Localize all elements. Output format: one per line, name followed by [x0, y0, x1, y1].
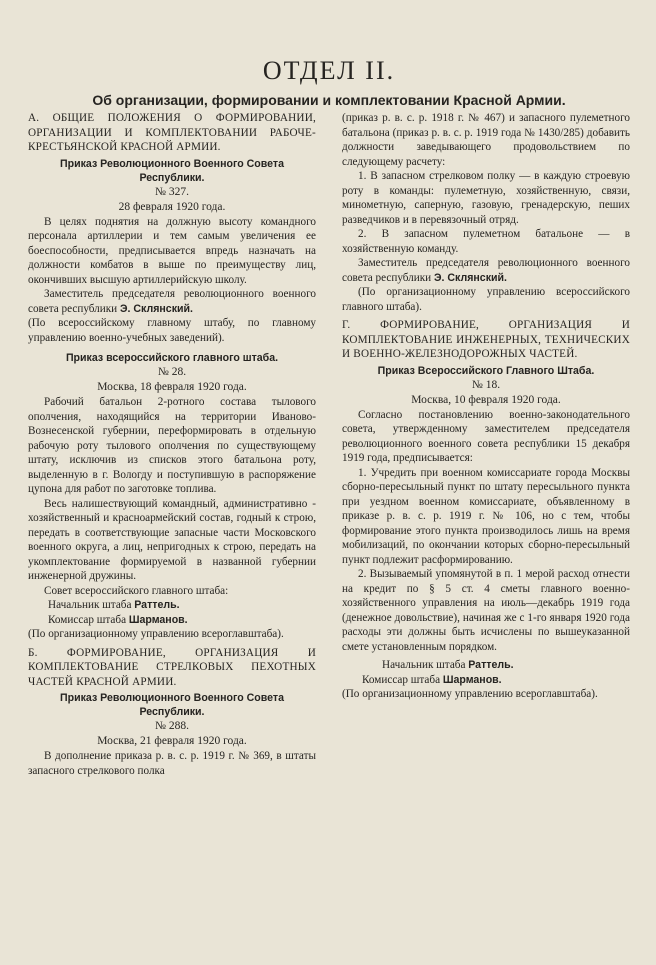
order-3-note: (По организационному управлению всероссийского главного штаба). — [342, 286, 630, 313]
order-1-signature — [28, 287, 316, 316]
chief-title: Начальник штаба — [48, 599, 132, 611]
two-column-body — [28, 111, 630, 778]
order-2-date: Москва, 18 февраля 1920 года. — [97, 381, 247, 393]
order-4-paragraph-1: Согласно постановлению военно-законодательного совета, утвержденному заместителем председателя революционного военного совета республики 15 декабря 1919 года, предписывается: — [342, 408, 630, 464]
order-2-title: Приказ всероссийского главного штаба. — [65, 352, 279, 364]
main-heading: Об организации, формировании и комплектовании Красной Армии. — [92, 92, 566, 108]
order-3-paragraph-1: В дополнение приказа р. в. с. р. 1919 г. № 369, в штаты запасного стрелкового полка — [28, 750, 316, 777]
commissar-title: Комиссар штаба — [362, 673, 441, 686]
chief-name: Раттель. — [468, 659, 514, 671]
order-4-item-2: 2. Вызываемый упомянутой в п. 1 мерой расход отнести на кредит по § 5 ст. 4 сметы главного военно-хозяйственного управления на июль—декабрь 1919 года (денежное довольствие), начиная же с 1-го января 1920 года расходы эти должны быть исчислены по вышеуказанной смете установленным порядком. — [342, 568, 630, 653]
order-2-council: Совет всероссийского главного штаба: — [44, 584, 229, 597]
order-2-commissar-signature — [28, 613, 316, 628]
order-4-commissar-signature — [342, 673, 630, 688]
order-1-paragraph-1: В целях поднятия на должную высоту командного персонала артиллерии и тем самым увеличения ее боеспособности, предписывается впредь назначать на должности комбатов в выше по преимуществу лиц, окончивших высшую артиллерийскую школу. — [28, 215, 316, 286]
order-1-signature-text: Заместитель председателя революционного военного совета республики — [28, 288, 316, 315]
order-3-title: Приказ Революционного Военного Совета Республики. — [60, 692, 284, 718]
order-3-continuation: (приказ р. в. с. р. 1918 г. № 467) и запасного пулеметного батальона (приказ р. в. с. р. 1919 года № 1430/285) добавить должности заведывающего продовольствием по следующему расчету: — [342, 112, 630, 168]
section-g-heading: Г. ФОРМИРОВАНИЕ, ОРГАНИЗАЦИЯ И КОМПЛЕКТОВАНИЕ ИНЖЕНЕРНЫХ, ТЕХНИЧЕСКИХ И ВОЕННО-ЖЕЛЕЗНОДОРОЖНЫХ ЧАСТЕЙ. — [342, 319, 630, 360]
order-3-item-1: 1. В запасном стрелковом полку — в каждую строевую роту в команды: пулеметную, хозяйственную, связи, минометную, саперную, газовую, гренадерскую, пеших разведчиков и в перевязочный отряд. — [342, 170, 630, 226]
order-3-signature — [342, 256, 630, 285]
chief-title: Начальник штаба — [382, 659, 466, 671]
order-1-title: Приказ Революционного Военного Совета Республики. — [60, 157, 284, 184]
order-3-signature-text: Заместитель председателя революционного военного совета республики — [342, 257, 630, 284]
order-1-note: (По всероссийскому главному штабу, по главному управлению военно-учебных заведений). — [28, 317, 316, 344]
order-3-item-2: 2. В запасном пулеметном батальоне — в хозяйственную команду. — [342, 228, 630, 255]
order-1-date: 28 февраля 1920 года. — [118, 200, 226, 213]
chief-name: Раттель. — [134, 599, 180, 611]
order-4-date: Москва, 10 февраля 1920 года. — [411, 393, 561, 406]
order-2-number: № 28. — [157, 366, 187, 378]
section-a-heading: А. ОБЩИЕ ПОЛОЖЕНИЯ О ФОРМИРОВАНИИ, ОРГАНИЗАЦИИ И КОМПЛЕКТОВАНИИ РАБОЧЕ-КРЕСТЬЯНСКОЙ КРАСНОЙ АРМИИ. — [28, 112, 316, 153]
department-title: ОТДЕЛ II. — [262, 56, 396, 85]
order-2-paragraph-1: Рабочий батальон 2-ротного состава тылового ополчения, находящийся на территории Иваново-Вознесенской губернии, переформировать в отдельную рабочую роту тылового ополчения по существующему штату, исключив из списков этого батальона роту, выделенную в г. Вологду и поступившую в распоряжение цупона для работ по заготовке топлива. — [28, 396, 316, 495]
right-column — [342, 111, 630, 778]
order-2-note: (По организационному управлению всероглавштаба). — [28, 628, 284, 640]
order-2-chief-signature — [28, 598, 316, 613]
left-column — [28, 111, 316, 778]
order-4-item-1: 1. Учредить при военном комиссариате города Москвы сборно-пересыльный пункт по штату пересыльного пункта при уездном военном комиссариате, объявленному в приказе р. в. с. р. 1919 г. № 106, но с тем, чтобы формирование этого пункта производилось лишь на время мобилизаций, по окончании которых сборно-пересыльный пункт подлежит расформированию. — [342, 466, 630, 566]
commissar-name: Шарманов. — [442, 673, 502, 686]
order-1-number: № 327. — [155, 185, 189, 198]
order-4-chief-signature — [342, 658, 630, 673]
order-3-signer: Э. Склянский. — [433, 271, 507, 284]
order-2-paragraph-2: Весь налишествующий командный, административно - хозяйственный и красноармейский состав, годный к строю, передать в соответствующие запасные части Московского военного округа, а лиц, непригодных к строю, передать на укомплектование формируемой в названной губернии инженерной дружины. — [28, 497, 316, 582]
commissar-name: Шарманов. — [128, 613, 188, 626]
order-3-number: № 288. — [155, 720, 189, 732]
section-b-heading: Б. ФОРМИРОВАНИЕ, ОРГАНИЗАЦИЯ И КОМПЛЕКТОВАНИЕ СТРЕЛКОВЫХ ПЕХОТНЫХ ЧАСТЕЙ КРАСНОЙ АРМИИ. — [28, 646, 316, 688]
order-4-title: Приказ Всероссийского Главного Штаба. — [377, 364, 595, 377]
order-3-date: Москва, 21 февраля 1920 года. — [97, 735, 247, 747]
order-1-signer: Э. Склянский. — [119, 302, 193, 315]
order-4-number: № 18. — [471, 378, 501, 391]
commissar-title: Комиссар штаба — [48, 613, 127, 626]
order-4-note: (По организационному управлению всероглавштаба). — [342, 688, 598, 700]
